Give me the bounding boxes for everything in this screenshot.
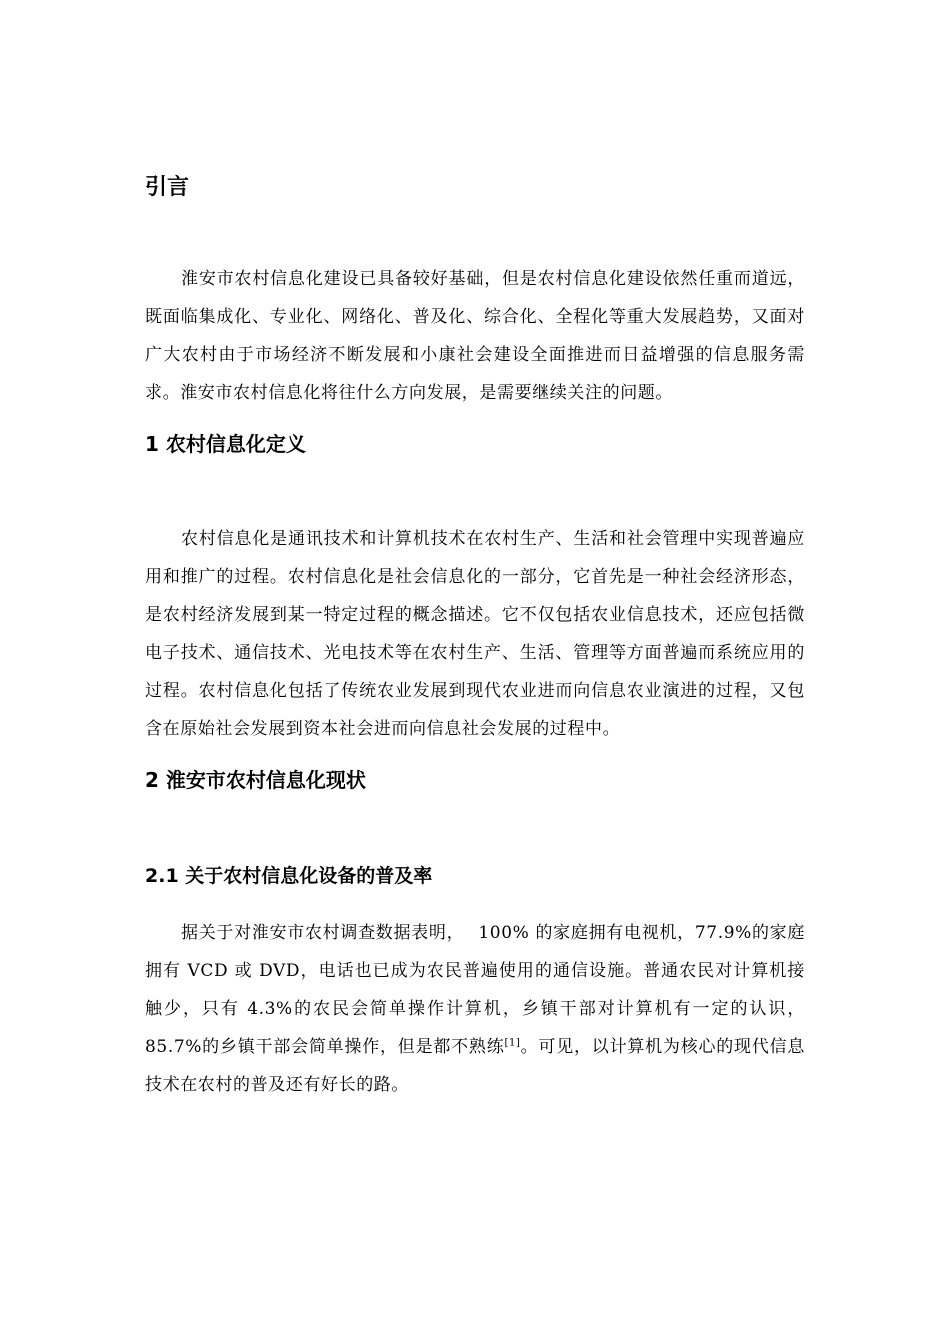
section-2-1-paragraph [145, 914, 805, 1104]
citation-reference[interactable]: [1] [504, 1037, 521, 1049]
section-1-heading: 1 农村信息化定义 [145, 432, 306, 456]
document-body [145, 168, 805, 1104]
section-2-1-text-part1: 据关于对淮安市农村调查数据表明， [181, 923, 465, 943]
section-2-1-text-part2: 100% 的家庭拥有电视机，77.9%的家庭拥有 VCD 或 DVD，电话也已成为农民普遍使用的通信设施。普通农民对计算机接触少，只有 4.3%的农民会简单操作计算机，乡镇干部对计算机有一定的认识，85.7%的乡镇干部会简单操作，但是都不熟练 [145, 923, 805, 1057]
intro-heading: 引言 [145, 175, 190, 200]
section-2-1-text-part3: 。可见，以计算机为核心的现代信息技术在农村的普及还有好长的路。 [145, 1037, 805, 1095]
intro-paragraph: 淮安市农村信息化建设已具备较好基础，但是农村信息化建设依然任重而道远，既面临集成化、专业化、网络化、普及化、综合化、全程化等重大发展趋势，又面对广大农村由于市场经济不断发展和小康社会建设全面推进而日益增强的信息服务需求。淮安市农村信息化将往什么方向发展，是需要继续关注的问题。 [145, 269, 805, 403]
section-2-heading: 2 淮安市农村信息化现状 [145, 768, 366, 792]
section-1-paragraph: 农村信息化是通讯技术和计算机技术在农村生产、生活和社会管理中实现普遍应用和推广的过程。农村信息化是社会信息化的一部分，它首先是一种社会经济形态，是农村经济发展到某一特定过程的概念描述。它不仅包括农业信息技术，还应包括微电子技术、通信技术、光电技术等在农村生产、生活、管理等方面普遍而系统应用的过程。农村信息化包括了传统农业发展到现代农业进而向信息农业演进的过程，又包含在原始社会发展到资本社会进而向信息社会发展的过程中。 [145, 529, 805, 739]
section-2-1-heading: 2.1 关于农村信息化设备的普及率 [145, 865, 433, 887]
